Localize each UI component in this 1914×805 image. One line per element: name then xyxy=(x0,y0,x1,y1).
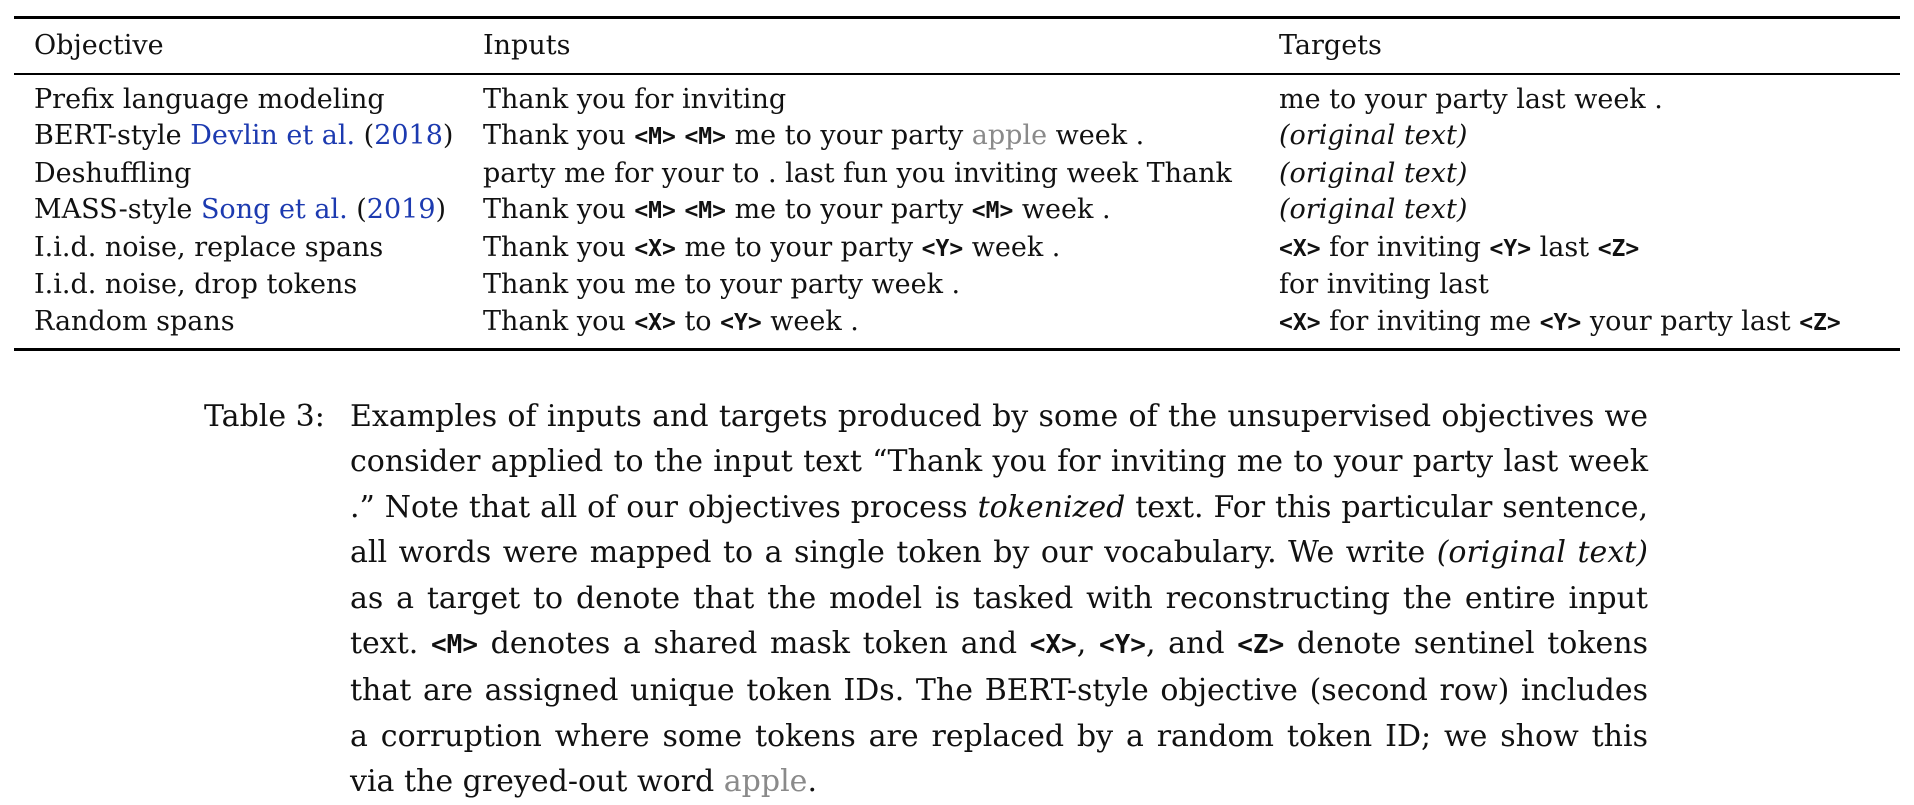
sentinel-token: <M> xyxy=(634,198,676,224)
text-segment: Thank you xyxy=(483,194,635,225)
sentinel-token: <Z> xyxy=(1799,309,1841,336)
text-segment: Random spans xyxy=(34,305,235,337)
text-segment: for inviting xyxy=(1320,231,1490,263)
italic-text: (original text) xyxy=(1436,535,1648,571)
text-segment: week . xyxy=(963,231,1061,263)
caption-text xyxy=(350,394,1648,805)
objective-cell xyxy=(14,118,483,155)
sentinel-token: <X> xyxy=(1279,309,1321,336)
table-row xyxy=(14,118,1900,156)
objectives-table xyxy=(14,16,1900,351)
text-segment: denote sentinel tokens that are assigned unique token IDs. The BERT-style objective (second row) includes a corruption where some tokens are replaced by a random token ID; we show this via the greyed-out word xyxy=(350,626,1648,800)
table-bottom-rule xyxy=(14,348,1900,351)
caption-label: Table 3: xyxy=(204,399,325,434)
text-segment: last xyxy=(1531,231,1598,263)
text-segment: ) xyxy=(442,120,454,151)
italic-text: (original text) xyxy=(1279,120,1468,151)
text-segment: week . xyxy=(1013,194,1111,225)
objective-cell xyxy=(14,230,483,267)
targets-cell xyxy=(1279,118,1900,155)
header-objective: Objective xyxy=(34,30,164,61)
text-segment: as a target to denote that the model is tasked with reconstructing the entire input text. xyxy=(350,580,1648,662)
inputs-cell xyxy=(483,82,1279,119)
header-targets: Targets xyxy=(1279,30,1382,61)
objective-cell xyxy=(14,156,483,193)
citation-link[interactable]: Song et al. xyxy=(200,194,348,225)
table-row xyxy=(14,192,1900,230)
text-segment: . xyxy=(807,764,817,800)
sentinel-token: <Y> xyxy=(1489,235,1532,262)
text-segment: your party last xyxy=(1581,305,1800,337)
citation-link[interactable]: Devlin et al. xyxy=(190,120,356,151)
text-segment: for inviting me xyxy=(1320,305,1540,337)
text-segment: me to your party xyxy=(726,194,972,225)
inputs-cell xyxy=(483,304,1279,342)
header-inputs: Inputs xyxy=(483,30,571,61)
sentinel-token: <M> xyxy=(684,124,726,150)
sentinel-token: <Z> xyxy=(1597,235,1640,262)
text-segment: Thank you xyxy=(483,231,635,263)
text-segment: Thank you me to your party week . xyxy=(483,269,961,300)
sentinel-token: <X> xyxy=(634,309,676,336)
sentinel-token: <M> xyxy=(431,630,478,661)
italic-text: (original text) xyxy=(1279,157,1468,189)
sentinel-token: <Y> xyxy=(1539,309,1582,336)
targets-cell xyxy=(1279,156,1900,193)
sentinel-token: <Z> xyxy=(1237,630,1285,661)
sentinel-token: <M> xyxy=(634,124,676,150)
table-header-row xyxy=(14,19,1900,63)
text-segment: party me for your to . last fun you inviting week Thank xyxy=(483,157,1232,189)
text-segment: Thank you for inviting xyxy=(483,83,787,115)
text-segment: ( xyxy=(355,120,375,151)
text-segment: week . xyxy=(761,305,859,337)
text-segment: I.i.d. noise, drop tokens xyxy=(34,269,358,300)
text-segment: me to your party last week . xyxy=(1279,83,1663,115)
sentinel-token: <Y> xyxy=(720,309,762,336)
text-segment: Thank you xyxy=(483,305,635,337)
sentinel-token: <Y> xyxy=(921,235,964,262)
inputs-cell xyxy=(483,230,1279,268)
sentinel-token: <Y> xyxy=(1098,630,1146,661)
sentinel-token: <X> xyxy=(1029,630,1077,661)
text-segment: Prefix language modeling xyxy=(34,83,385,115)
table-caption xyxy=(204,394,1648,805)
text-segment: week . xyxy=(1047,120,1145,151)
text-segment: Examples of inputs and targets produced by some of the unsupervised objectives we consider applied to the input text “Thank you for inviting me to your party last week .” Note that all of our objectives process xyxy=(350,399,1648,525)
text-segment: me to your party xyxy=(675,231,922,263)
text-segment: , and xyxy=(1145,626,1238,662)
targets-cell xyxy=(1279,304,1900,342)
objective-cell xyxy=(14,267,483,304)
targets-cell xyxy=(1279,192,1900,229)
objective-cell xyxy=(14,82,483,119)
table-row xyxy=(14,267,1900,304)
inputs-cell xyxy=(483,156,1279,193)
targets-cell xyxy=(1279,230,1900,268)
table-row xyxy=(14,230,1900,268)
text-segment: text. For this particular sentence, all words were mapped to a single token by our vocabulary. We write xyxy=(350,489,1648,571)
text-segment: to xyxy=(675,305,721,337)
text-segment: BERT-style xyxy=(34,120,191,151)
table-row xyxy=(14,82,1900,119)
table-body xyxy=(14,75,1900,342)
objective-cell xyxy=(14,304,483,341)
text-segment: for inviting last xyxy=(1279,269,1489,300)
text-segment: ( xyxy=(347,194,367,225)
italic-text: (original text) xyxy=(1279,194,1468,225)
text-segment: denotes a shared mask token and xyxy=(477,626,1030,662)
inputs-cell xyxy=(483,118,1279,156)
citation-link[interactable]: 2019 xyxy=(366,194,436,225)
table-row xyxy=(14,156,1900,193)
inputs-cell xyxy=(483,267,1279,304)
table-row xyxy=(14,304,1900,342)
corrupted-word: apple xyxy=(723,764,808,800)
text-segment: me to your party xyxy=(726,120,972,151)
text-segment: Deshuffling xyxy=(34,157,192,189)
sentinel-token: <M> xyxy=(971,198,1014,224)
objective-cell xyxy=(14,192,483,229)
text-segment: , xyxy=(1076,626,1099,662)
italic-text: tokenized xyxy=(977,489,1126,525)
inputs-cell xyxy=(483,192,1279,230)
text-segment: MASS-style xyxy=(34,194,201,225)
sentinel-token: <X> xyxy=(1279,235,1321,262)
targets-cell xyxy=(1279,267,1900,304)
sentinel-token: <M> xyxy=(684,198,726,224)
citation-link[interactable]: 2018 xyxy=(374,120,443,151)
corrupted-word: apple xyxy=(971,120,1048,151)
text-segment: ) xyxy=(435,194,447,225)
sentinel-token: <X> xyxy=(634,235,676,262)
text-segment: Thank you xyxy=(483,120,635,151)
text-segment: I.i.d. noise, replace spans xyxy=(34,231,384,263)
targets-cell xyxy=(1279,82,1900,119)
